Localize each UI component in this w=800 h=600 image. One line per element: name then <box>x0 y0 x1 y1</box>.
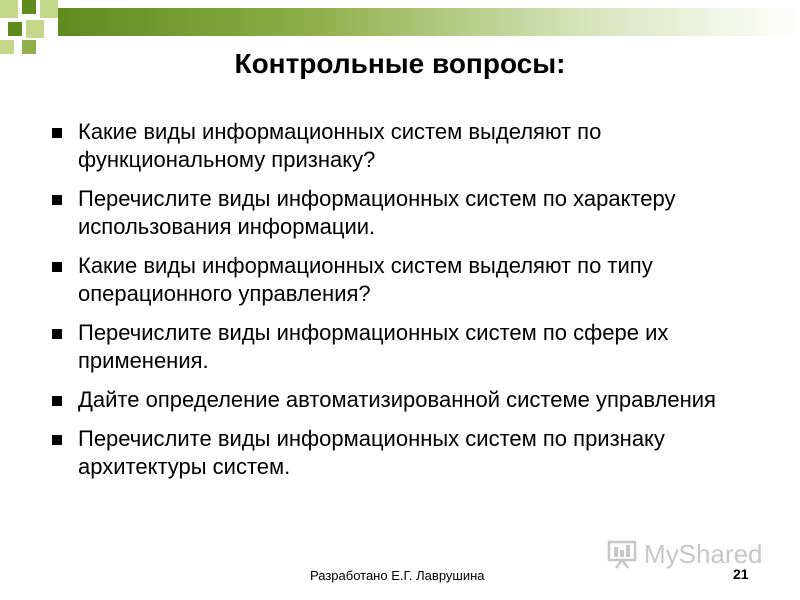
bullet-square-icon <box>52 396 62 406</box>
presentation-board-icon <box>606 539 640 569</box>
question-text: Какие виды информационных систем выделяют по функциональному признаку? <box>78 119 602 172</box>
deco-square <box>8 22 22 36</box>
deco-square <box>22 0 36 14</box>
bullet-square-icon <box>52 435 62 445</box>
question-text: Перечислите виды информационных систем по признаку архитектуры систем. <box>78 426 665 479</box>
question-text: Перечислите виды информационных систем по характеру использования информации. <box>78 186 676 239</box>
question-text: Какие виды информационных систем выделяют по типу операционного управления? <box>78 253 653 306</box>
page-number: 21 <box>733 566 749 582</box>
bullet-square-icon <box>52 329 62 339</box>
slide-title: Контрольные вопросы: <box>234 48 566 79</box>
header-gradient-bar <box>58 8 800 36</box>
list-item <box>48 185 748 241</box>
bullet-square-icon <box>52 262 62 272</box>
bullet-square-icon <box>52 195 62 205</box>
list-item <box>48 118 748 174</box>
question-list <box>48 118 748 492</box>
question-text: Перечислите виды информационных систем по сфере их применения. <box>78 320 669 373</box>
deco-square <box>26 20 44 38</box>
list-item <box>48 252 748 308</box>
deco-square <box>40 0 58 18</box>
list-item <box>48 386 748 414</box>
bullet-square-icon <box>52 128 62 138</box>
watermark-text: MyShared <box>644 538 763 569</box>
footer-author: Разработано Е.Г. Лаврушина <box>310 568 485 583</box>
list-item <box>48 425 748 481</box>
question-text: Дайте определение автоматизированной системе управления <box>78 387 716 412</box>
deco-square <box>0 0 18 18</box>
list-item <box>48 319 748 375</box>
